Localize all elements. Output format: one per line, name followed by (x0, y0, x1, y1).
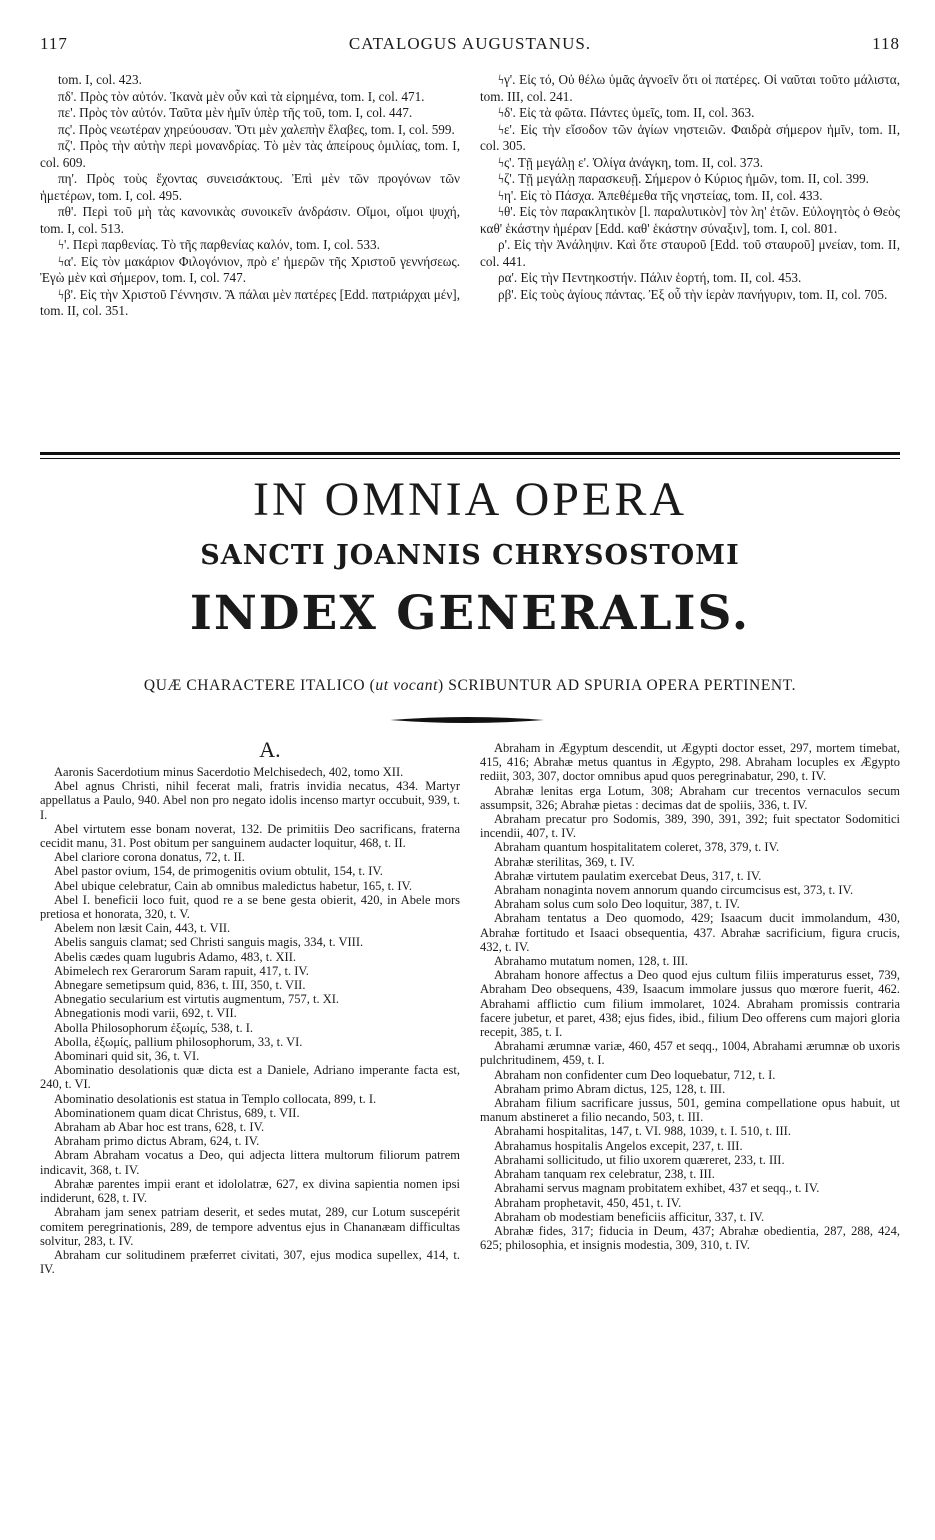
index-entry: Abominari quid sit, 36, t. VI. (54, 1049, 200, 1064)
index-entry: Abram Abraham vocatus a Deo, qui adjecta littera multorum filiorum patrem indicavit, 368, t. IV. (40, 1148, 460, 1177)
index-entry: Abelis sanguis clamat; sed Christi sanguis magis, 334, t. VIII. (54, 935, 364, 950)
index-entry: Abel I. beneficii loco fuit, quod re a se bene gesta obierit, 420, in Abele mors pretiosa et honorata, 320, t. V. (40, 892, 460, 922)
heading-note-before: QUÆ CHARACTERE ITALICO ( (143, 677, 376, 694)
catalogue-entry: ϟη'. Εἰς τὸ Πάσχα. Ἀπεθέμεθα τῆς νηστείας, tom. II, col. 433. (498, 187, 823, 203)
heading-line-1: IN OMNIA OPERA (252, 473, 687, 526)
index-entry: Abraham cur solitudinem præferret civitati, 307, ejus modica supellex, 414, t. IV. (40, 1247, 460, 1277)
index-entry: Abraham solus cum solo Deo loquitur, 387, t. IV. (494, 897, 740, 912)
index-entry: Abolla, ἐξωμίς, pallium philosophorum, 33, t. VI. (54, 1034, 303, 1049)
running-title: CATALOGUS AUGUSTANUS. (348, 34, 592, 53)
index-entry: Abraham honore affectus a Deo quod ejus cultum filiis imperaturus esset, 739, Abraham Deo obsequens, 439, Isaacum immolare jussus quo mœrore fuerit, 462. Abrahami afflictio cum filium immolaret, 1024. Abraham promissis contraria facere jubetur, et paret, 438; ejus fides, ibid., filium Deo offerens cum majori gloria recepit, 385, t. I. (480, 968, 900, 1040)
index-entry: Abelem non læsit Cain, 443, t. VII. (54, 921, 231, 936)
index-entry: Abrahæ lenitas erga Lotum, 308; Abraham cur trecentos vernaculos secum assumpsit, 326; Abrahæ pietas : decimas dat de spoliis, 336, t. IV. (480, 783, 900, 812)
catalogue-entry: ρα'. Εἰς τὴν Πεντηκοστήν. Πάλιν ἑορτή, tom. II, col. 453. (498, 270, 802, 285)
index-entry: Abrahamus hospitalis Angelos excepit, 237, t. III. (494, 1138, 743, 1153)
index-entry: Abnegatio secularium est virtutis augmentum, 757, t. XI. (54, 992, 340, 1007)
catalogue-entry: πθ'. Περὶ τοῦ μὴ τὰς κανονικὰς συνοικεῖν ἀνδράσιν. Οἴμοι, οἴμοι ψυχή, tom. I, col. 513. (40, 204, 460, 236)
index-entry: Abraham primo dictus Abram, 624, t. IV. (54, 1134, 260, 1149)
index-entry: Abnegare semetipsum quid, 836, t. III, 350, t. VII. (54, 978, 306, 993)
index-entry: Abrahami ærumnæ variæ, 460, 457 et seqq., 1004, Abrahami ærumnæ ob uxoris pulchritudinem, 459, t. I. (480, 1039, 900, 1068)
index-entry: Abraham filium sacrificare jussus, 501, gemina compellatione opus habuit, ut manum abstineret a filio necando, 503, t. III. (480, 1096, 900, 1125)
catalogue-entry: ϟβ'. Εἰς τὴν Χριστοῦ Γέννησιν. Ἃ πάλαι μὲν πατέρες [Edd. πατριάρχαι μέν], tom. II, col. 351. (40, 286, 460, 318)
index-entry: Abrahæ parentes impii erant et idololatræ, 627, ex divina sapientia nomen ipsi indiderunt, 628, t. IV. (40, 1176, 460, 1206)
index-entry: Abrahæ fides, 317; fiducia in Deum, 437; Abrahæ obedientia, 287, 288, 424, 625; philosophia, et insignis modestia, 309, 310, t. IV. (480, 1223, 900, 1253)
index-letter-heading: A. (259, 737, 281, 762)
index-entry: Abel pastor ovium, 154, de primogenitis ovium obtulit, 154, t. IV. (54, 864, 383, 879)
catalogue-entry: ϟζ'. Τῇ μεγάλῃ παρασκευῇ. Σήμερον ὁ Κύριος ἡμῶν, tom. II, col. 399. (498, 171, 869, 186)
index-entry: Abraham precatur pro Sodomis, 389, 390, 391, 392; fuit spectator Sodomitici incendii, 407, t. IV. (480, 812, 900, 841)
index-entry: Abraham non confidenter cum Deo loquebatur, 712, t. I. (494, 1067, 776, 1082)
index-right-column (480, 741, 900, 1252)
index-entry: Abrahæ sterilitas, 369, t. IV. (494, 854, 635, 869)
index-entry: Abel clariore corona donatus, 72, t. II. (54, 850, 245, 865)
index-entry: Abolla Philosophorum ἐξωμίς, 538, t. I. (54, 1020, 253, 1035)
catalogue-entry: πζ'. Πρὸς τὴν αὐτὴν περὶ μονανδρίας. Τὸ μὲν τὰς ἀπείρους ὁμιλίας, tom. I, col. 609. (40, 138, 460, 170)
catalogue-entry: ϟα'. Εἰς τὸν μακάριον Φιλογόνιον, πρὸ ε' ἡμερῶν τῆς Χριστοῦ γεννήσεως. Ἐγὼ μὲν καὶ σήμερον, tom. I, col. 747. (40, 253, 460, 285)
index-entry: Abominatio desolationis quæ dicta est a Daniele, Adriano imperante facta est, 240, t. VI. (40, 1063, 460, 1092)
greek-catalogue-left-column (40, 72, 460, 320)
index-entry: Abominatio desolationis est statua in Templo collocata, 899, t. I. (54, 1091, 377, 1106)
index-entry: Abraham jam senex patriam deserit, et sedes mutat, 289, cur Lotum suscepérit comitem peregrinationis, 289, de tempore adventus ejus in Chananæam difficultas solvitur, 283, t. IV. (40, 1205, 460, 1248)
page-number-left: 117 (40, 34, 68, 53)
catalogue-entry: ϟγ'. Εἰς τό, Οὐ θέλω ὑμᾶς ἀγνοεῖν ὅτι οἱ πατέρες. Οἱ ναῦται τοῦτο μάλιστα, tom. III, col. 241. (480, 72, 900, 104)
index-entry: Abraham nonaginta novem annorum quando circumcisus est, 373, t. IV. (494, 883, 854, 898)
running-head (40, 34, 900, 56)
catalogue-entry: πς'. Πρὸς νεωτέραν χηρεύουσαν. Ὅτι μὲν χαλεπὴν ἔλαβες, tom. I, col. 599. (58, 121, 455, 137)
heading-line-3: INDEX GENERALIS. (189, 586, 751, 641)
index-entry: Abel ubique celebratur, Cain ab omnibus maledictus habetur, 165, t. IV. (54, 878, 413, 893)
catalogue-entry: ϟδ'. Εἰς τὰ φῶτα. Πάντες ὑμεῖς, tom. II, col. 363. (498, 105, 755, 120)
ornamental-rule-icon (390, 714, 544, 726)
catalogue-entry: tom. I, col. 423. (58, 72, 142, 87)
index-entry: Abrahami hospitalitas, 147, t. VI. 988, 1039, t. I. 510, t. III. (494, 1124, 791, 1139)
index-entry: Abrahæ virtutem paulatim exercebat Deus, 317, t. IV. (494, 868, 762, 883)
heading-note-italic: ut vocant (375, 677, 439, 694)
heading-line-2: SANCTI JOANNIS CHRYSOSTOMI (200, 540, 740, 571)
index-entry: Abel agnus Christi, nihil fecerat mali, fratris invidia necatus, 434. Martyr appellatus a Paulo, 940. Abel non pro negato idolis incenso martyr occubuit, 939, t. I. (40, 779, 460, 822)
catalogue-entry: ρ'. Εἰς τὴν Ἀνάληψιν. Καὶ ὅτε σταυροῦ [Edd. τοῦ σταυροῦ] μνείαν, tom. II, col. 441. (480, 237, 900, 269)
index-left-entries (40, 765, 460, 1276)
index-entry: Abraham tentatus a Deo quomodo, 429; Isaacum ducit immolandum, 430, Abrahæ fortitudo et Isaaci obsequentia, 437. Abrahæ sacrificium, figura crucis, 432, t. IV. (480, 911, 900, 954)
index-entry: Abelis cædes quam lugubris Adamo, 483, t. XII. (54, 949, 296, 964)
index-entry: Abraham primo Abram dictus, 125, 128, t. III. (494, 1081, 726, 1096)
index-entry: Abrahami sollicitudo, ut filio uxorem quæreret, 233, t. III. (494, 1152, 785, 1167)
heading-note-after: ) SCRIBUNTUR AD SPURIA OPERA PERTINENT. (438, 677, 797, 694)
catalogue-entry: ϟθ'. Εἰς τὸν παρακλητικὸν [l. παραλυτικὸν] τὸν λη' ἐτῶν. Εὐλογητὸς ὁ Θεὸς καθ' ἑκάστην ἡμέραν [Edd. καθ' ἑκάστην σύναξιν], tom. I, col. 801. (480, 204, 900, 236)
catalogue-entry: πε'. Πρὸς τὸν αὐτόν. Ταῦτα μὲν ἡμῖν ὑπὲρ τῆς τοῦ, tom. I, col. 447. (58, 105, 413, 120)
section-rule-thin (40, 458, 900, 459)
catalogue-entry: πδ'. Πρὸς τὸν αὐτόν. Ἱκανὰ μὲν οὖν καὶ τὰ εἰρημένα, tom. I, col. 471. (58, 88, 425, 104)
index-entry: Abel virtutem esse bonam noverat, 132. De primitiis Deo sacrificans, fraterna cecidit manu, 31. Post obitum per sanguinem audacter loquitur, 468, t. II. (40, 821, 460, 851)
section-rule-thick (40, 452, 900, 455)
index-entry: Abraham in Ægyptum descendit, ut Ægypti doctor esset, 297, mortem timebat, 415, 416; Abrahæ metus quantus in Ægypto, 298. Abraham locuples ex Ægypto rediit, 303, 307, doctor omnibus apud quos peregrinabatur, 290, t. IV. (480, 741, 900, 784)
index-entry: Abimelech rex Gerarorum Saram rapuit, 417, t. IV. (54, 963, 309, 978)
index-entry: Abraham quantum hospitalitatem coleret, 378, 379, t. IV. (494, 840, 780, 855)
index-entry: Abraham ob modestiam beneficiis afficitur, 337, t. IV. (494, 1209, 765, 1224)
index-entry: Abrahamo mutatum nomen, 128, t. III. (494, 954, 689, 969)
greek-catalogue-right-column (480, 72, 900, 303)
index-entry: Abnegationis modi varii, 692, t. VII. (54, 1006, 237, 1021)
heading-note (30, 674, 910, 698)
catalogue-entry: ρβ'. Εἰς τοὺς ἁγίους πάντας. Ἐξ οὗ τὴν ἱερὰν πανήγυριν, tom. II, col. 705. (498, 286, 888, 302)
catalogue-entry: ϟς'. Τῇ μεγάλῃ ε'. Ὀλίγα ἀνάγκη, tom. II, col. 373. (498, 154, 764, 170)
index-entry: Abrahami servus magnam probitatem exhibet, 437 et seqq., t. IV. (494, 1181, 820, 1196)
page-number-right: 118 (872, 34, 900, 53)
index-entry: Abraham ab Abar hoc est trans, 628, t. IV. (54, 1120, 265, 1135)
index-entry: Abominationem quam dicat Christus, 689, t. VII. (54, 1105, 300, 1120)
catalogue-entry: ϟε'. Εἰς τὴν εἴσοδον τῶν ἁγίων νηστειῶν. Φαιδρὰ σήμερον ἡμῖν, tom. II, col. 305. (480, 121, 900, 153)
index-left-column (40, 735, 460, 1276)
index-entry: Abraham tanquam rex celebratur, 238, t. III. (494, 1167, 715, 1182)
catalogue-entry: πη'. Πρὸς τοὺς ἔχοντας συνεισάκτους. Ἐπὶ μὲν τῶν προγόνων τῶν ἡμετέρων, tom. I, col. 495. (40, 171, 460, 203)
index-entry: Aaronis Sacerdotium minus Sacerdotio Melchisedech, 402, tomo XII. (54, 765, 404, 779)
catalogue-entry: ϟ'. Περὶ παρθενίας. Τὸ τῆς παρθενίας καλόν, tom. I, col. 533. (58, 237, 380, 252)
index-entry: Abraham prophetavit, 450, 451, t. IV. (494, 1195, 682, 1210)
